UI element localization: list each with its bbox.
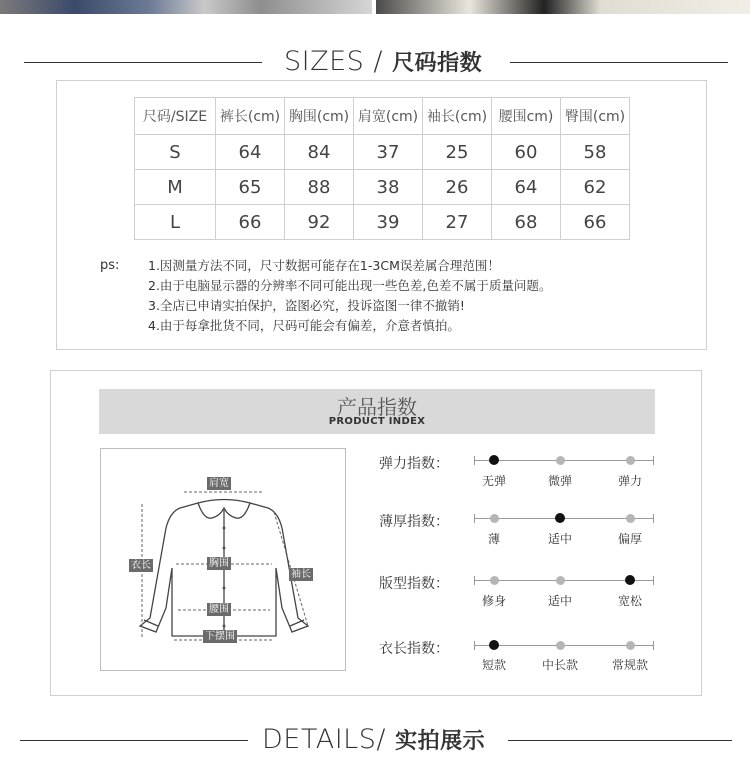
option-label: 无弹 (481, 474, 506, 488)
label-chest: 胸围 (209, 558, 229, 569)
label-sleeve: 袖长 (291, 569, 311, 580)
note-item: 2.由于电脑显示器的分辨率不同可能出现一些色差,色差不属于质量问题。 (148, 278, 552, 293)
details-title-cn: 实拍展示 (395, 729, 486, 754)
scale-tick (653, 514, 654, 523)
product-index-title-en: PRODUCT INDEX (328, 416, 426, 427)
scale-dot (490, 514, 499, 523)
table-cell: 84 (285, 135, 354, 170)
elasticity-scale (474, 451, 654, 471)
option-label: 弹力 (617, 474, 642, 488)
scale-dot (626, 641, 635, 650)
option-label: 中长款 (541, 658, 578, 672)
table-cell: 92 (285, 205, 354, 240)
scale-tick (474, 456, 475, 465)
table-cell: 26 (423, 170, 492, 205)
option-label: 偏厚 (617, 532, 642, 546)
selected-dot (555, 513, 565, 523)
table-cell: 68 (492, 205, 561, 240)
note-item: 3.全店已申请实拍保护，盗图必究，投诉盗图一律不撤销! (148, 298, 465, 313)
scale-dot (626, 514, 635, 523)
scale-dot (490, 576, 499, 585)
scale-tick (474, 641, 475, 650)
header-cell: 臀围(cm) (561, 98, 630, 135)
label-waist: 腰围 (209, 604, 229, 615)
ps-label: ps: (100, 258, 120, 273)
scale-tick (474, 576, 475, 585)
table-cell: 27 (423, 205, 492, 240)
selected-dot (625, 575, 635, 585)
header-cell: 胸围(cm) (285, 98, 354, 135)
table-cell: S (135, 135, 216, 170)
photo-left (0, 0, 372, 14)
scale-tick (474, 514, 475, 523)
divider-right (510, 62, 728, 63)
table-cell: 38 (354, 170, 423, 205)
table-cell: 66 (216, 205, 285, 240)
scale-dot (556, 641, 565, 650)
top-photo-strip (0, 0, 750, 14)
label-hem: 下摆围 (205, 631, 235, 642)
label-length: 衣长 (131, 560, 151, 571)
details-title-en: DETAILS/ (262, 724, 386, 755)
scale-dot (556, 456, 565, 465)
header-cell: 尺码/SIZE (135, 98, 216, 135)
sizes-title-cn: 尺码指数 (392, 51, 483, 76)
note-item: 1.因测量方法不同，尺寸数据可能存在1-3CM误差属合理范围！ (148, 258, 500, 273)
header-cell: 袖长(cm) (423, 98, 492, 135)
fit-scale (474, 571, 654, 591)
table-cell: 58 (561, 135, 630, 170)
header-cell: 肩宽(cm) (354, 98, 423, 135)
size-table-header (135, 98, 630, 135)
table-cell: 39 (354, 205, 423, 240)
selected-dot (489, 455, 499, 465)
scale-dot (556, 576, 565, 585)
table-cell: 64 (216, 135, 285, 170)
product-index-banner (99, 389, 655, 434)
scale-tick (653, 576, 654, 585)
size-notes (148, 256, 551, 336)
table-cell: 65 (216, 170, 285, 205)
divider-left (20, 740, 248, 741)
option-label: 适中 (547, 594, 572, 608)
header-cell: 裤长(cm) (216, 98, 285, 135)
option-label: 宽松 (617, 594, 642, 608)
table-cell: M (135, 170, 216, 205)
table-cell: 88 (285, 170, 354, 205)
selected-dot (489, 640, 499, 650)
table-cell: 37 (354, 135, 423, 170)
scale-tick (653, 456, 654, 465)
product-index-title-cn: 产品指数 (337, 395, 417, 419)
table-cell: 62 (561, 170, 630, 205)
scale-dot (626, 456, 635, 465)
option-label: 常规款 (611, 658, 648, 672)
size-table (134, 97, 630, 240)
option-label: 修身 (481, 594, 506, 608)
divider-left (24, 62, 262, 63)
scale-tick (653, 641, 654, 650)
details-heading (262, 724, 485, 755)
note-item: 4.由于每拿批货不同，尺码可能会有偏差，介意者慎拍。 (148, 318, 460, 333)
table-row (135, 170, 630, 205)
index-label-length: 衣长指数： (379, 641, 449, 657)
sizes-title-en: SIZES / (284, 46, 383, 77)
table-cell: 66 (561, 205, 630, 240)
table-cell: 25 (423, 135, 492, 170)
table-cell: 64 (492, 170, 561, 205)
table-row (135, 205, 630, 240)
length-scale (474, 636, 654, 656)
option-label: 短款 (481, 658, 506, 672)
option-label: 微弹 (547, 474, 572, 488)
table-cell: 60 (492, 135, 561, 170)
thickness-scale (474, 509, 654, 529)
table-row (135, 135, 630, 170)
label-shoulder: 肩宽 (209, 478, 229, 489)
header-cell: 腰围cm) (492, 98, 561, 135)
index-label-thickness: 薄厚指数： (379, 514, 449, 530)
index-label-fit: 版型指数： (379, 576, 449, 592)
table-cell: L (135, 205, 216, 240)
index-label-elasticity: 弹力指数： (379, 456, 449, 472)
option-label: 薄 (487, 532, 500, 546)
photo-right (376, 0, 750, 14)
divider-right (508, 740, 732, 741)
option-label: 适中 (547, 532, 572, 546)
sizes-heading (284, 46, 482, 77)
